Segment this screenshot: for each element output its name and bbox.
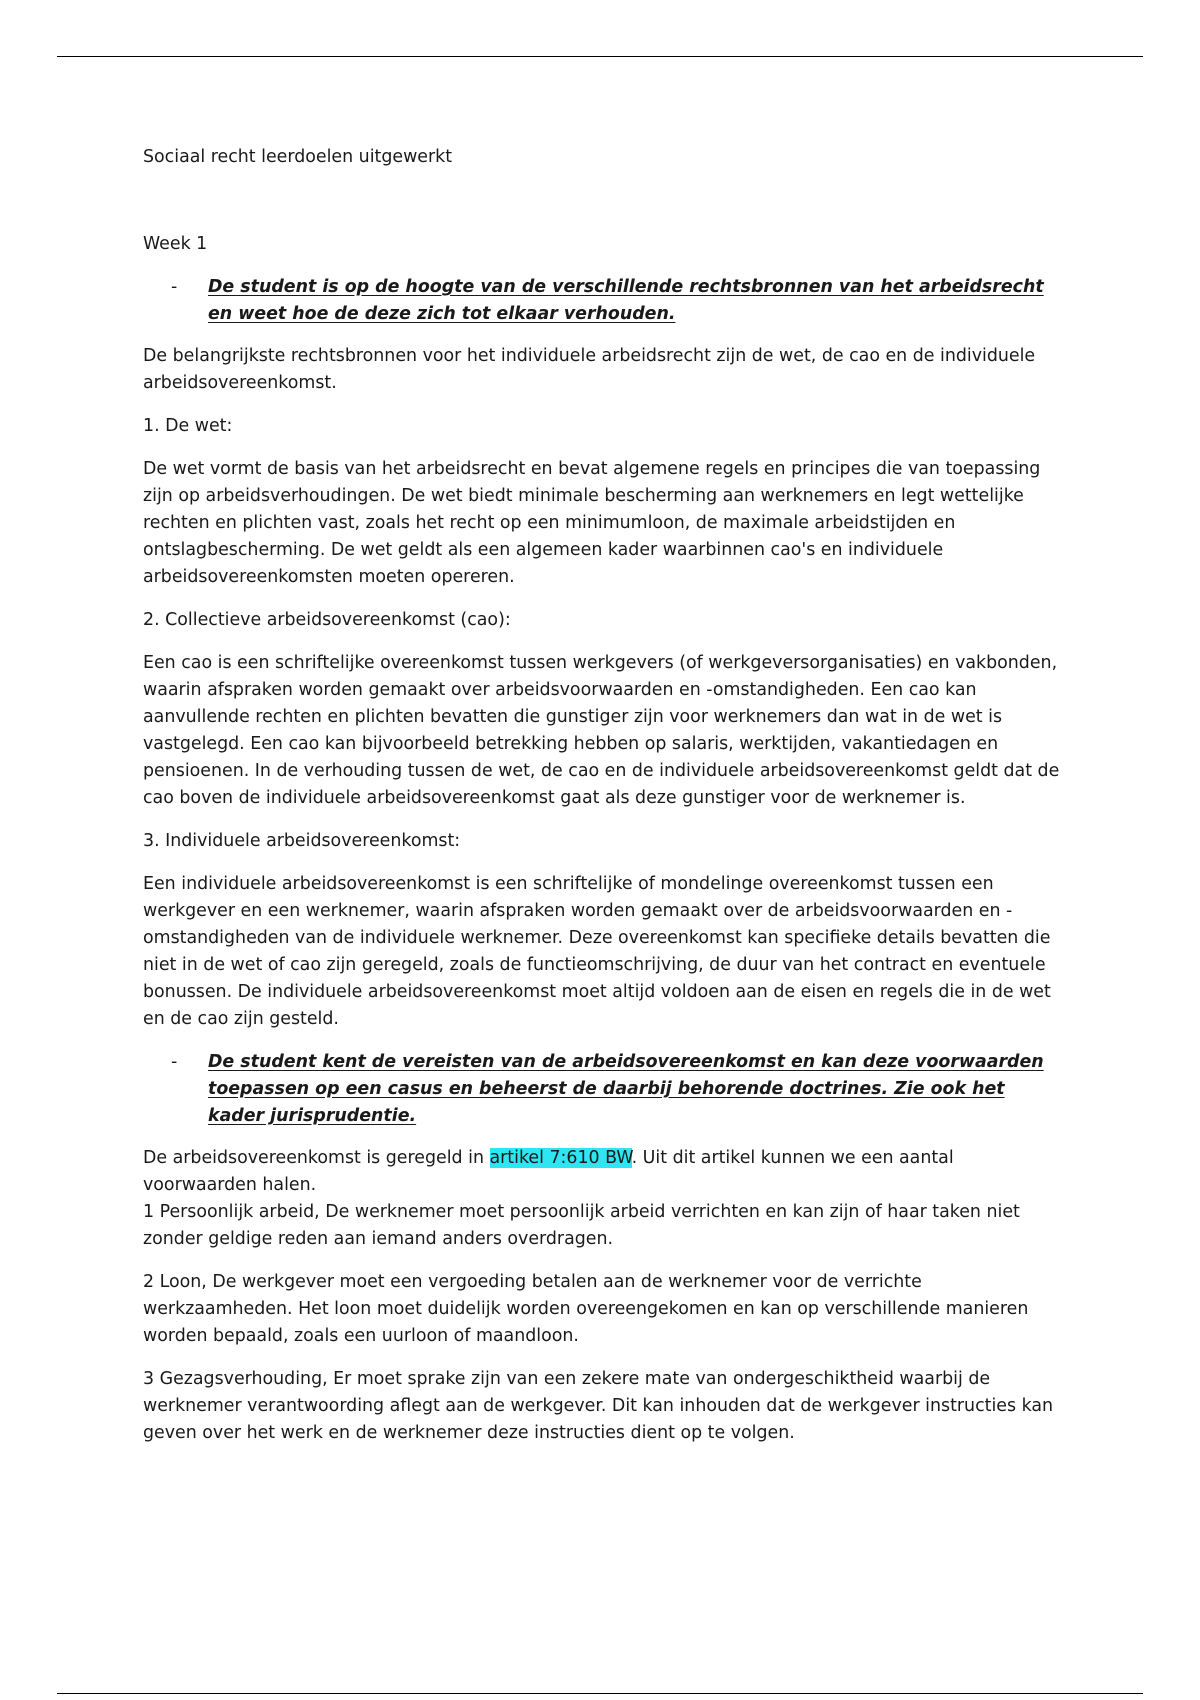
learning-goal-2 (143, 1049, 1063, 1130)
document-title: Sociaal recht leerdoelen uitgewerkt (143, 147, 453, 167)
document-page (143, 144, 1063, 1463)
requirement-loon: 2 Loon, De werkgever moet een vergoeding betalen aan de werknemer voor de verrichte werkzaamheden. Het loon moet duidelijk worden overeengekomen en kan op verschillende manieren worden bepaald, zoals een uurloon of maandloon. (143, 1272, 1029, 1346)
intro-paragraph: De belangrijkste rechtsbronnen voor het individuele arbeidsrecht zijn de wet, de cao en de individuele arbeidsovereenkomst. (143, 346, 1036, 393)
highlighted-article-reference: artikel 7:610 BW (489, 1148, 632, 1168)
paragraph-individuele: Een individuele arbeidsovereenkomst is een schriftelijke of mondelinge overeenkomst tussen een werkgever en een werknemer, waarin afspraken worden gemaakt over de arbeidsvoorwaarden en -omstandigheden van de individuele werknemer. Deze overeenkomst kan specifieke details bevatten die niet in de wet of cao zijn geregeld, zoals de functieomschrijving, de duur van het contract en eventuele bonussen. De individuele arbeidsovereenkomst moet altijd voldoen aan de eisen en regels die in de wet en de cao zijn gesteld. (143, 874, 1051, 1029)
section-heading-cao: 2. Collectieve arbeidsovereenkomst (cao): (143, 610, 511, 630)
footer-rule (57, 1693, 1143, 1694)
header-rule (57, 56, 1143, 57)
week-heading: Week 1 (143, 234, 208, 254)
learning-goal-1-text: De student is op de hoogte van de verschillende rechtsbronnen van het arbeidsrecht en weet hoe de deze zich tot elkaar verhouden. (208, 277, 1044, 324)
bullet-dash: - (171, 277, 178, 297)
paragraph-artikel (143, 1145, 1063, 1199)
requirement-persoonlijk-arbeid: 1 Persoonlijk arbeid, De werknemer moet persoonlijk arbeid verrichten en kan zijn of haar taken niet zonder geldige reden aan iemand anders overdragen. (143, 1202, 1020, 1249)
artikel-text-after: . Uit dit artikel kunnen we een aantal voorwaarden halen. (143, 1148, 954, 1195)
requirement-gezagsverhouding: 3 Gezagsverhouding, Er moet sprake zijn van een zekere mate van ondergeschiktheid waarbij de werknemer verantwoording aflegt aan de werkgever. Dit kan inhouden dat de werkgever instructies kan geven over het werk en de werknemer deze instructies dient op te volgen. (143, 1369, 1054, 1443)
bullet-dash: - (171, 1052, 178, 1072)
paragraph-wet: De wet vormt de basis van het arbeidsrecht en bevat algemene regels en principes die van toepassing zijn op arbeidsverhoudingen. De wet biedt minimale bescherming aan werknemers en legt wettelijke rechten en plichten vast, zoals het recht op een minimumloon, de maximale arbeidstijden en ontslagbescherming. De wet geldt als een algemeen kader waarbinnen cao's en individuele arbeidsovereenkomsten moeten opereren. (143, 459, 1041, 587)
artikel-text-before: De arbeidsovereenkomst is geregeld in (143, 1148, 490, 1168)
learning-goal-1 (143, 274, 1063, 328)
learning-goal-2-text: De student kent de vereisten van de arbeidsovereenkomst en kan deze voorwaarden toepassen op een casus en beheerst de daarbij behorende doctrines. Zie ook het kader jurisprudentie. (208, 1052, 1044, 1126)
section-heading-wet: 1. De wet: (143, 416, 233, 436)
section-heading-individuele: 3. Individuele arbeidsovereenkomst: (143, 831, 461, 851)
paragraph-cao: Een cao is een schriftelijke overeenkomst tussen werkgevers (of werkgeversorganisaties) en vakbonden, waarin afspraken worden gemaakt over arbeidsvoorwaarden en -omstandigheden. Een cao kan aanvullende rechten en plichten bevatten die gunstiger zijn voor werknemers dan wat in de wet is vastgelegd. Een cao kan bijvoorbeeld betrekking hebben op salaris, werktijden, vakantiedagen en pensioenen. In de verhouding tussen de wet, de cao en de individuele arbeidsovereenkomst geldt dat de cao boven de individuele arbeidsovereenkomst gaat als deze gunstiger voor de werknemer is. (143, 653, 1060, 808)
